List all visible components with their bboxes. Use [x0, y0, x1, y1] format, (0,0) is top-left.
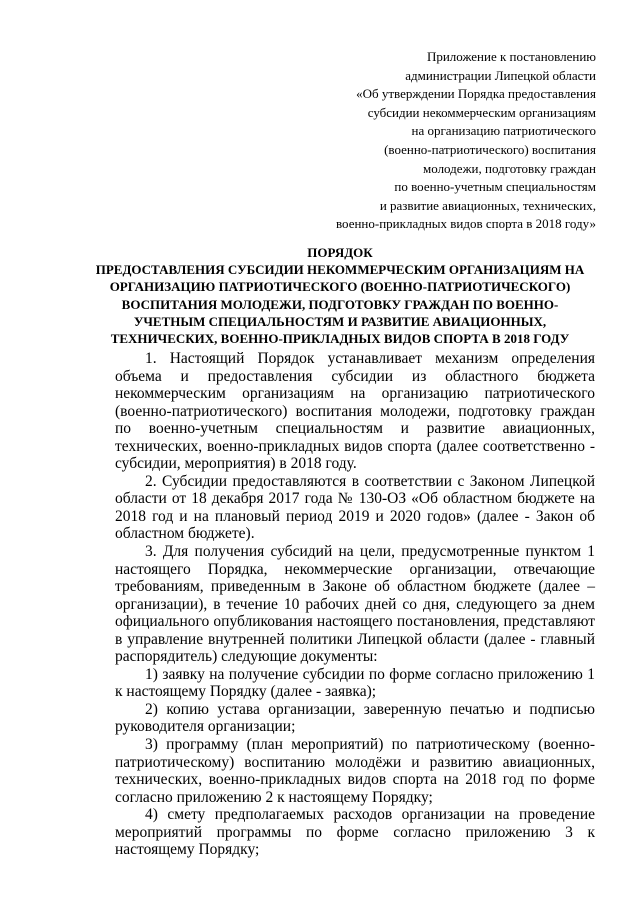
- appendix-line: субсидии некоммерческим организациям: [367, 104, 596, 120]
- appendix-line: на организацию патриотического: [411, 123, 596, 139]
- appendix-line: Приложение к постановлению: [426, 49, 596, 64]
- appendix-line: и развитие авиационных, технических,: [379, 197, 596, 213]
- appendix-note: [276, 48, 596, 234]
- list-item-2: 2) копию устава организации, заверенную печатью и подписью руководителя организации;: [115, 700, 595, 736]
- document-body: [115, 350, 595, 859]
- appendix-line: молодежи, подготовку граждан: [423, 160, 596, 176]
- title-line: ОРГАНИЗАЦИЮ ПАТРИОТИЧЕСКОГО (ВОЕННО-ПАТРИОТИЧЕСКОГО): [109, 279, 571, 295]
- document-title: [90, 244, 590, 347]
- title-line: ВОСПИТАНИЯ МОЛОДЕЖИ, ПОДГОТОВКУ ГРАЖДАН ПО ВОЕННО-: [121, 296, 559, 312]
- paragraph-1: 1. Настоящий Порядок устанавливает механизм определения объема и предоставления субсидии из областного бюджета некоммерческим организациям на организацию патриотического (военно-патриотического) воспитания молодежи, подготовку граждан по военно-учетным специальностям и развитие авиационных, технических, военно-прикладных видов спорта (далее соответственно - субсидии, мероприятия) в 2018 году.: [115, 350, 595, 473]
- appendix-line: администрации Липецкой области: [405, 67, 596, 83]
- appendix-line: военно-прикладных видов спорта в 2018 году»: [336, 216, 596, 232]
- appendix-line: по военно-учетным специальностям: [394, 179, 596, 195]
- list-item-4: 4) смету предполагаемых расходов организации на проведение мероприятий программы по форме согласно приложению 3 к настоящему Порядку;: [115, 806, 595, 859]
- title-heading: ПОРЯДОК: [307, 245, 373, 260]
- paragraph-2: 2. Субсидии предоставляются в соответствии с Законом Липецкой области от 18 декабря 2017 года № 130-ОЗ «Об областном бюджете на 2018 год и на плановый период 2019 и 2020 годов» (далее - Закон об областном бюджете).: [115, 472, 595, 543]
- list-item-3: 3) программу (план мероприятий) по патриотическому (военно-патриотическому) воспитанию молодёжи и развитию авиационных, технических, военно-прикладных видов спорта на 2018 год по форме согласно приложению 2 к настоящему Порядку;: [115, 736, 595, 806]
- title-line: ТЕХНИЧЕСКИХ, ВОЕННО-ПРИКЛАДНЫХ ВИДОВ СПОРТА В 2018 ГОДУ: [110, 331, 570, 347]
- appendix-line: «Об утверждении Порядка предоставления: [356, 86, 596, 102]
- title-line: УЧЕТНЫМ СПЕЦИАЛЬНОСТЯМ И РАЗВИТИЕ АВИАЦИОННЫХ,: [133, 313, 547, 329]
- paragraph-3: 3. Для получения субсидий на цели, предусмотренные пунктом 1 настоящего Порядка, некоммерческие организации, отвечающие требованиям, приведенным в Законе об областном бюджете (далее – организации), в течение 10 рабочих дней со дня, следующего за днем официального опубликования настоящего постановления, представляют в управление внутренней политики Липецкой области (далее - главный распорядитель) следующие документы:: [115, 543, 595, 666]
- appendix-line: (военно-патриотического) воспитания: [384, 141, 596, 157]
- list-item-1: 1) заявку на получение субсидии по форме согласно приложению 1 к настоящему Порядку (далее - заявка);: [115, 665, 595, 701]
- title-line: ПРЕДОСТАВЛЕНИЯ СУБСИДИИ НЕКОММЕРЧЕСКИМ ОРГАНИЗАЦИЯМ НА: [95, 262, 585, 278]
